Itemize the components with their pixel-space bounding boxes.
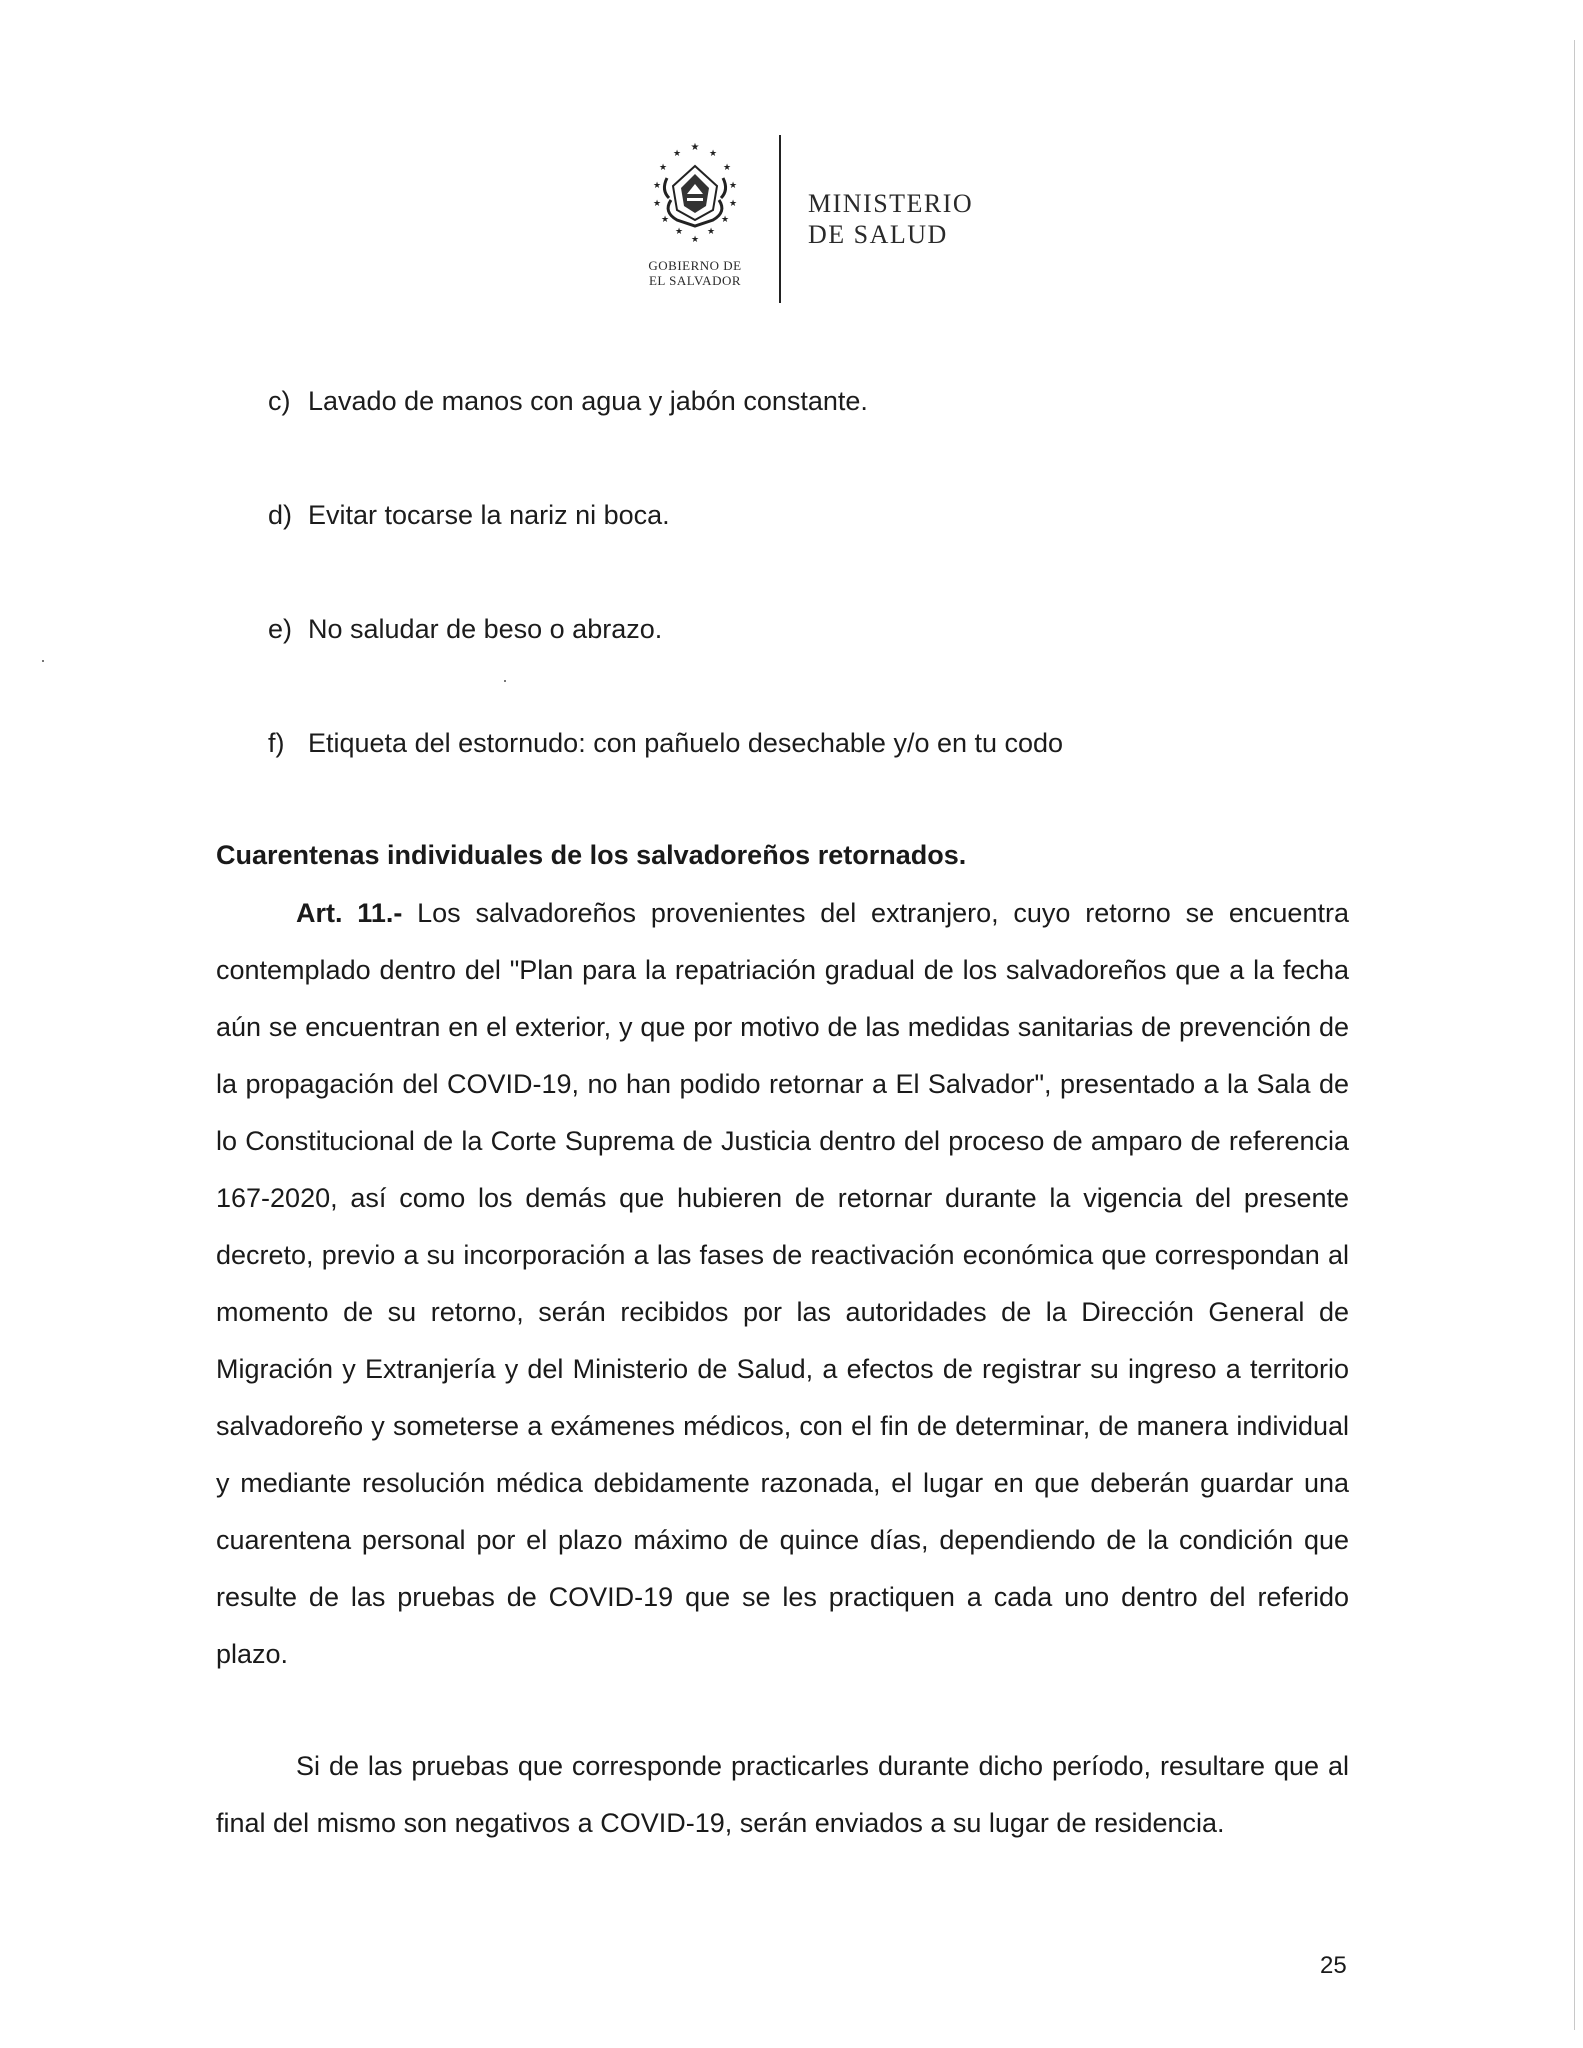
section-heading: Cuarentenas individuales de los salvadoreños retornados.: [216, 840, 967, 870]
svg-text:★: ★: [652, 180, 662, 190]
svg-text:★: ★: [674, 226, 684, 236]
page-number: 25: [1320, 1952, 1347, 1979]
list-item: [268, 728, 1063, 759]
svg-text:★: ★: [706, 226, 716, 236]
ministry-line-1: MINISTERIO: [808, 189, 974, 218]
article-label: Art. 11.-: [296, 898, 403, 928]
article-text: Los salvadoreños provenientes del extranjero, cuyo retorno se encuentra contemplado dentro del "Plan para la repatriación gradual de los salvadoreños que a la fecha aún se encuentran en el exterior, y que por motivo de las medidas sanitarias de prevención de la propagación del COVID-19, no han podido retornar a El Salvador", presentado a la Sala de lo Constitucional de la Corte Suprema de Justicia dentro del proceso de amparo de referencia 167-2020, así como los demás que hubieren de retornar durante la vigencia del presente decreto, previo a su incorporación a las fases de reactivación económica que correspondan al momento de su retorno, serán recibidos por las autoridades de la Dirección General de Migración y Extranjería y del Ministerio de Salud, a efectos de registrar su ingreso a territorio salvadoreño y someterse a exámenes médicos, con el fin de determinar, de manera individual y mediante resolución médica debidamente razonada, el lugar en que deberán guardar una cuarentena personal por el plazo máximo de quince días, dependiendo de la condición que resulte de las pruebas de COVID-19 que se les practiquen a cada uno dentro del referido plazo.: [216, 898, 1349, 1669]
government-line-1: GOBIERNO DE: [648, 258, 742, 273]
coat-of-arms-icon: [643, 138, 747, 258]
svg-text:★: ★: [658, 162, 668, 172]
article-paragraph: [216, 885, 1349, 1683]
government-seal-block: [620, 130, 770, 305]
scan-speck: [504, 680, 506, 682]
svg-text:★: ★: [720, 214, 730, 224]
list-item: [268, 500, 670, 531]
list-text: Lavado de manos con agua y jabón constante.: [308, 386, 868, 416]
scan-speck: [42, 660, 44, 662]
letterhead: [620, 130, 1020, 305]
header-divider: [779, 135, 781, 303]
svg-text:★: ★: [708, 148, 718, 158]
list-item: [268, 386, 868, 417]
list-marker: d): [268, 500, 293, 530]
second-paragraph: Si de las pruebas que corresponde practicarles durante dicho período, resultare que al final del mismo son negativos a COVID-19, serán enviados a su lugar de residencia.: [216, 1751, 1349, 1838]
svg-text:★: ★: [690, 234, 700, 244]
list-text: Evitar tocarse la nariz ni boca.: [308, 500, 670, 530]
list-marker: f): [268, 728, 285, 758]
list-marker: e): [268, 614, 293, 644]
scan-edge-line: [1574, 40, 1575, 2030]
list-text: No saludar de beso o abrazo.: [308, 614, 663, 644]
svg-text:★: ★: [672, 148, 682, 158]
svg-text:★: ★: [728, 180, 738, 190]
list-text: Etiqueta del estornudo: con pañuelo desechable y/o en tu codo: [308, 728, 1064, 758]
svg-text:★: ★: [728, 198, 738, 208]
svg-text:★: ★: [660, 214, 670, 224]
svg-text:★: ★: [652, 198, 662, 208]
svg-text:★: ★: [722, 162, 732, 172]
list-item: [268, 614, 662, 645]
svg-text:★: ★: [690, 142, 700, 153]
list-marker: c): [268, 386, 291, 416]
government-line-2: EL SALVADOR: [648, 273, 742, 288]
ministry-name: [808, 188, 973, 250]
ministry-line-2: DE SALUD: [808, 220, 948, 249]
